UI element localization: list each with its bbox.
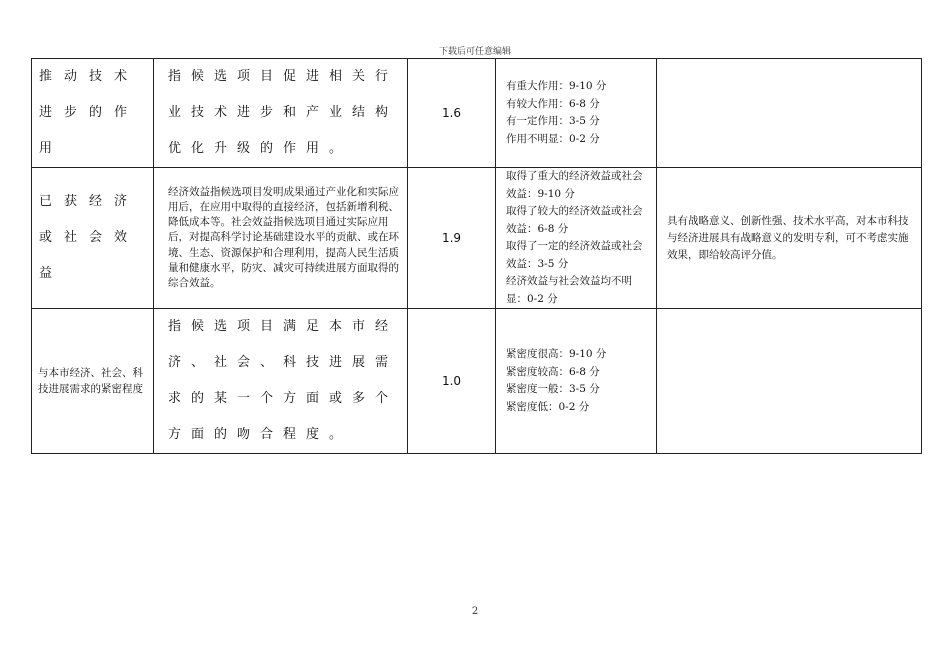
table-row bbox=[32, 309, 922, 454]
table-row bbox=[32, 59, 922, 168]
scoring-line: 取得了重大的经济效益或社会效益：9-10 分 bbox=[506, 170, 643, 200]
scoring-standard bbox=[496, 59, 657, 168]
criterion-description: 经济效益指候选项目发明成果通过产业化和实际应用后，在应用中取得的直接经济，包括新增利税、降低成本等。社会效益指候选项目通过实际应用后，对提高科学讨论基础建设水平的贡献、或在环境、生态、资源保护和合理利用，提高人民生活质量和健康水平，防灾、减灾可持续进展方面取得的综合效益。 bbox=[154, 168, 408, 309]
scoring-line: 紧密度低：0-2 分 bbox=[506, 400, 590, 413]
scoring-line: 紧密度较高：6-8 分 bbox=[506, 365, 600, 378]
criterion-remark bbox=[657, 59, 922, 168]
table-row bbox=[32, 168, 922, 309]
scoring-line: 有较大作用：6-8 分 bbox=[506, 97, 600, 110]
evaluation-table bbox=[31, 58, 922, 454]
scoring-line: 紧密度很高：9-10 分 bbox=[506, 348, 607, 360]
scoring-line: 有重大作用：9-10 分 bbox=[506, 80, 607, 92]
scoring-line: 取得了较大的经济效益或社会效益：6-8 分 bbox=[506, 205, 643, 235]
criterion-description: 指候选项目满足本市经济、社会、科技进展需求的某一个方面或多个方面的吻合程度。 bbox=[154, 309, 408, 454]
scoring-line: 作用不明显：0-2 分 bbox=[506, 132, 600, 145]
page-number: 2 bbox=[471, 606, 479, 617]
criterion-weight: 1.9 bbox=[408, 168, 496, 309]
scoring-line: 有一定作用：3-5 分 bbox=[506, 115, 600, 127]
criterion-name: 与本市经济、社会、科技进展需求的紧密程度 bbox=[32, 309, 154, 454]
criterion-weight: 1.6 bbox=[408, 59, 496, 168]
header-note: 下载后可任意编辑 bbox=[438, 47, 511, 57]
scoring-line: 经济效益与社会效益均不明显：0-2 分 bbox=[506, 275, 632, 305]
criterion-remark: 具有战略意义、创新性强、技术水平高，对本市科技与经济进展具有战略意义的发明专利，可不考虑实施效果，即给较高评分值。 bbox=[657, 168, 922, 309]
scoring-standard bbox=[496, 309, 657, 454]
criterion-name: 已获经济或社会效益 bbox=[32, 168, 154, 309]
scoring-line: 紧密度一般：3-5 分 bbox=[506, 383, 600, 395]
scoring-line: 取得了一定的经济效益或社会效益：3-5 分 bbox=[506, 240, 643, 270]
criterion-weight: 1.0 bbox=[408, 309, 496, 454]
criterion-name: 推动技术进步的作用 bbox=[32, 59, 154, 168]
criterion-description: 指候选项目促进相关行业技术进步和产业结构优化升级的作用。 bbox=[154, 59, 408, 168]
criterion-remark bbox=[657, 309, 922, 454]
scoring-standard bbox=[496, 168, 657, 309]
